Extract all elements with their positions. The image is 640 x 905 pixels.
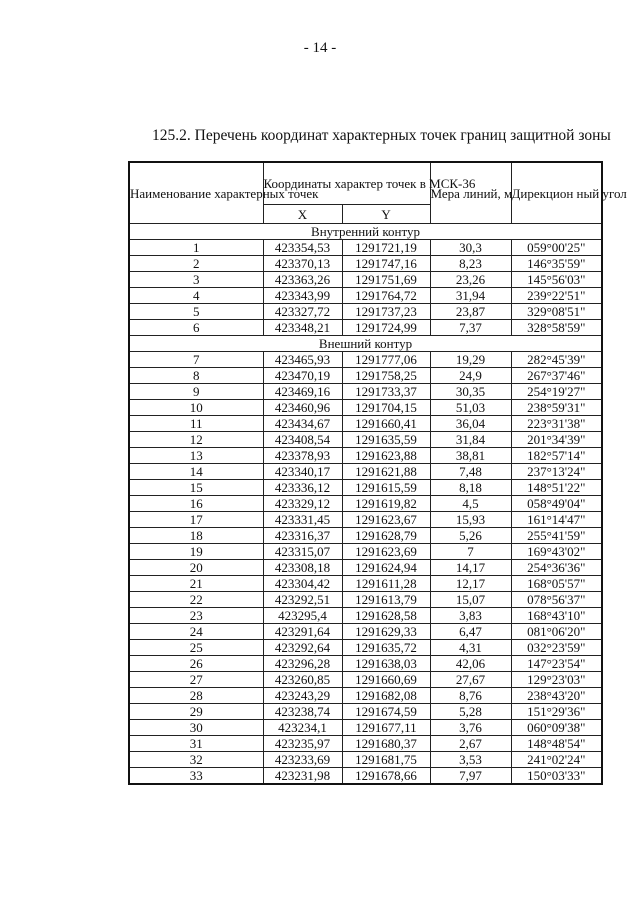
direction-angle-cell: 148°51'22" bbox=[511, 480, 602, 496]
section-title-cell: Внешний контур bbox=[129, 336, 602, 352]
table-row bbox=[129, 384, 602, 400]
line-length-cell: 23,26 bbox=[430, 272, 511, 288]
table-row bbox=[129, 256, 602, 272]
direction-angle-cell: 182°57'14" bbox=[511, 448, 602, 464]
y-coordinate-cell: 1291660,69 bbox=[342, 672, 430, 688]
x-coordinate-cell: 423408,54 bbox=[263, 432, 342, 448]
y-coordinate-cell: 1291747,16 bbox=[342, 256, 430, 272]
x-coordinate-cell: 423308,18 bbox=[263, 560, 342, 576]
header-line-length: Мера линий, м bbox=[430, 162, 511, 224]
line-length-cell: 8,23 bbox=[430, 256, 511, 272]
section-title-cell: Внутренний контур bbox=[129, 224, 602, 240]
point-id-cell: 25 bbox=[129, 640, 263, 656]
line-length-cell: 3,53 bbox=[430, 752, 511, 768]
line-length-cell: 7,97 bbox=[430, 768, 511, 785]
direction-angle-cell: 241°02'24" bbox=[511, 752, 602, 768]
x-coordinate-cell: 423243,29 bbox=[263, 688, 342, 704]
table-row bbox=[129, 432, 602, 448]
x-coordinate-cell: 423234,1 bbox=[263, 720, 342, 736]
x-coordinate-cell: 423460,96 bbox=[263, 400, 342, 416]
y-coordinate-cell: 1291681,75 bbox=[342, 752, 430, 768]
line-length-cell: 5,28 bbox=[430, 704, 511, 720]
y-coordinate-cell: 1291704,15 bbox=[342, 400, 430, 416]
line-length-cell: 31,94 bbox=[430, 288, 511, 304]
direction-angle-cell: 328°58'59" bbox=[511, 320, 602, 336]
line-length-cell: 7 bbox=[430, 544, 511, 560]
point-id-cell: 14 bbox=[129, 464, 263, 480]
point-id-cell: 22 bbox=[129, 592, 263, 608]
x-coordinate-cell: 423343,99 bbox=[263, 288, 342, 304]
point-id-cell: 30 bbox=[129, 720, 263, 736]
x-coordinate-cell: 423331,45 bbox=[263, 512, 342, 528]
point-id-cell: 13 bbox=[129, 448, 263, 464]
direction-angle-cell: 168°43'10" bbox=[511, 608, 602, 624]
y-coordinate-cell: 1291613,79 bbox=[342, 592, 430, 608]
y-coordinate-cell: 1291724,99 bbox=[342, 320, 430, 336]
x-coordinate-cell: 423329,12 bbox=[263, 496, 342, 512]
point-id-cell: 20 bbox=[129, 560, 263, 576]
direction-angle-cell: 267°37'46" bbox=[511, 368, 602, 384]
table-row bbox=[129, 592, 602, 608]
header-y: Y bbox=[342, 205, 430, 224]
direction-angle-cell: 237°13'24" bbox=[511, 464, 602, 480]
direction-angle-cell: 078°56'37" bbox=[511, 592, 602, 608]
direction-angle-cell: 147°23'54" bbox=[511, 656, 602, 672]
x-coordinate-cell: 423470,19 bbox=[263, 368, 342, 384]
y-coordinate-cell: 1291677,11 bbox=[342, 720, 430, 736]
table-row bbox=[129, 416, 602, 432]
table-row bbox=[129, 608, 602, 624]
line-length-cell: 5,26 bbox=[430, 528, 511, 544]
x-coordinate-cell: 423315,07 bbox=[263, 544, 342, 560]
direction-angle-cell: 129°23'03" bbox=[511, 672, 602, 688]
table-row bbox=[129, 640, 602, 656]
line-length-cell: 23,87 bbox=[430, 304, 511, 320]
x-coordinate-cell: 423336,12 bbox=[263, 480, 342, 496]
line-length-cell: 7,48 bbox=[430, 464, 511, 480]
x-coordinate-cell: 423235,97 bbox=[263, 736, 342, 752]
y-coordinate-cell: 1291674,59 bbox=[342, 704, 430, 720]
y-coordinate-cell: 1291619,82 bbox=[342, 496, 430, 512]
point-id-cell: 4 bbox=[129, 288, 263, 304]
y-coordinate-cell: 1291623,88 bbox=[342, 448, 430, 464]
direction-angle-cell: 060°09'38" bbox=[511, 720, 602, 736]
y-coordinate-cell: 1291764,72 bbox=[342, 288, 430, 304]
point-id-cell: 31 bbox=[129, 736, 263, 752]
table-row bbox=[129, 496, 602, 512]
x-coordinate-cell: 423291,64 bbox=[263, 624, 342, 640]
x-coordinate-cell: 423295,4 bbox=[263, 608, 342, 624]
line-length-cell: 12,17 bbox=[430, 576, 511, 592]
table-row bbox=[129, 576, 602, 592]
table-row bbox=[129, 448, 602, 464]
line-length-cell: 51,03 bbox=[430, 400, 511, 416]
point-id-cell: 16 bbox=[129, 496, 263, 512]
y-coordinate-cell: 1291611,28 bbox=[342, 576, 430, 592]
table-row bbox=[129, 736, 602, 752]
direction-angle-cell: 081°06'20" bbox=[511, 624, 602, 640]
y-coordinate-cell: 1291628,79 bbox=[342, 528, 430, 544]
direction-angle-cell: 201°34'39" bbox=[511, 432, 602, 448]
y-coordinate-cell: 1291623,67 bbox=[342, 512, 430, 528]
direction-angle-cell: 255°41'59" bbox=[511, 528, 602, 544]
direction-angle-cell: 146°35'59" bbox=[511, 256, 602, 272]
section-header-row bbox=[129, 336, 602, 352]
x-coordinate-cell: 423340,17 bbox=[263, 464, 342, 480]
table-row bbox=[129, 752, 602, 768]
page-number: - 14 - bbox=[303, 40, 337, 56]
point-id-cell: 24 bbox=[129, 624, 263, 640]
line-length-cell: 15,07 bbox=[430, 592, 511, 608]
direction-angle-cell: 151°29'36" bbox=[511, 704, 602, 720]
direction-angle-cell: 145°56'03" bbox=[511, 272, 602, 288]
table-row bbox=[129, 720, 602, 736]
line-length-cell: 31,84 bbox=[430, 432, 511, 448]
direction-angle-cell: 168°05'57" bbox=[511, 576, 602, 592]
section-header-row bbox=[129, 224, 602, 240]
table-row bbox=[129, 304, 602, 320]
direction-angle-cell: 239°22'51" bbox=[511, 288, 602, 304]
direction-angle-cell: 150°03'33" bbox=[511, 768, 602, 785]
direction-angle-cell: 161°14'47" bbox=[511, 512, 602, 528]
x-coordinate-cell: 423469,16 bbox=[263, 384, 342, 400]
table-row bbox=[129, 288, 602, 304]
x-coordinate-cell: 423434,67 bbox=[263, 416, 342, 432]
x-coordinate-cell: 423363,26 bbox=[263, 272, 342, 288]
table-row bbox=[129, 560, 602, 576]
section-title: 125.2. Перечень координат характерных точек границ защитной зоны bbox=[152, 127, 611, 144]
direction-angle-cell: 223°31'38" bbox=[511, 416, 602, 432]
point-id-cell: 12 bbox=[129, 432, 263, 448]
y-coordinate-cell: 1291638,03 bbox=[342, 656, 430, 672]
x-coordinate-cell: 423231,98 bbox=[263, 768, 342, 785]
table-body bbox=[129, 224, 602, 785]
y-coordinate-cell: 1291635,59 bbox=[342, 432, 430, 448]
direction-angle-cell: 238°43'20" bbox=[511, 688, 602, 704]
table-row bbox=[129, 272, 602, 288]
point-id-cell: 26 bbox=[129, 656, 263, 672]
line-length-cell: 30,3 bbox=[430, 240, 511, 256]
point-id-cell: 27 bbox=[129, 672, 263, 688]
header-x: X bbox=[263, 205, 342, 224]
point-id-cell: 19 bbox=[129, 544, 263, 560]
y-coordinate-cell: 1291629,33 bbox=[342, 624, 430, 640]
x-coordinate-cell: 423354,53 bbox=[263, 240, 342, 256]
header-direction-angle: Дирекцион ный угол bbox=[511, 162, 602, 224]
table-row bbox=[129, 368, 602, 384]
table-row bbox=[129, 624, 602, 640]
y-coordinate-cell: 1291680,37 bbox=[342, 736, 430, 752]
point-id-cell: 21 bbox=[129, 576, 263, 592]
point-id-cell: 9 bbox=[129, 384, 263, 400]
line-length-cell: 4,5 bbox=[430, 496, 511, 512]
x-coordinate-cell: 423378,93 bbox=[263, 448, 342, 464]
line-length-cell: 8,76 bbox=[430, 688, 511, 704]
point-id-cell: 3 bbox=[129, 272, 263, 288]
direction-angle-cell: 282°45'39" bbox=[511, 352, 602, 368]
direction-angle-cell: 148°48'54" bbox=[511, 736, 602, 752]
point-id-cell: 17 bbox=[129, 512, 263, 528]
point-id-cell: 29 bbox=[129, 704, 263, 720]
table-row bbox=[129, 240, 602, 256]
direction-angle-cell: 169°43'02" bbox=[511, 544, 602, 560]
table-row bbox=[129, 672, 602, 688]
y-coordinate-cell: 1291682,08 bbox=[342, 688, 430, 704]
table-row bbox=[129, 704, 602, 720]
line-length-cell: 15,93 bbox=[430, 512, 511, 528]
line-length-cell: 19,29 bbox=[430, 352, 511, 368]
y-coordinate-cell: 1291624,94 bbox=[342, 560, 430, 576]
line-length-cell: 30,35 bbox=[430, 384, 511, 400]
y-coordinate-cell: 1291737,23 bbox=[342, 304, 430, 320]
line-length-cell: 24,9 bbox=[430, 368, 511, 384]
table-row bbox=[129, 352, 602, 368]
y-coordinate-cell: 1291615,59 bbox=[342, 480, 430, 496]
table-row bbox=[129, 512, 602, 528]
table-row bbox=[129, 656, 602, 672]
direction-angle-cell: 254°36'36" bbox=[511, 560, 602, 576]
line-length-cell: 2,67 bbox=[430, 736, 511, 752]
direction-angle-cell: 058°49'04" bbox=[511, 496, 602, 512]
table-row bbox=[129, 688, 602, 704]
x-coordinate-cell: 423327,72 bbox=[263, 304, 342, 320]
point-id-cell: 1 bbox=[129, 240, 263, 256]
line-length-cell: 7,37 bbox=[430, 320, 511, 336]
line-length-cell: 3,76 bbox=[430, 720, 511, 736]
y-coordinate-cell: 1291635,72 bbox=[342, 640, 430, 656]
table-row bbox=[129, 464, 602, 480]
x-coordinate-cell: 423296,28 bbox=[263, 656, 342, 672]
y-coordinate-cell: 1291660,41 bbox=[342, 416, 430, 432]
point-id-cell: 18 bbox=[129, 528, 263, 544]
line-length-cell: 38,81 bbox=[430, 448, 511, 464]
point-id-cell: 8 bbox=[129, 368, 263, 384]
line-length-cell: 4,31 bbox=[430, 640, 511, 656]
x-coordinate-cell: 423238,74 bbox=[263, 704, 342, 720]
x-coordinate-cell: 423304,42 bbox=[263, 576, 342, 592]
y-coordinate-cell: 1291733,37 bbox=[342, 384, 430, 400]
y-coordinate-cell: 1291628,58 bbox=[342, 608, 430, 624]
y-coordinate-cell: 1291678,66 bbox=[342, 768, 430, 785]
y-coordinate-cell: 1291777,06 bbox=[342, 352, 430, 368]
table-row bbox=[129, 544, 602, 560]
line-length-cell: 8,18 bbox=[430, 480, 511, 496]
point-id-cell: 15 bbox=[129, 480, 263, 496]
y-coordinate-cell: 1291623,69 bbox=[342, 544, 430, 560]
y-coordinate-cell: 1291758,25 bbox=[342, 368, 430, 384]
x-coordinate-cell: 423260,85 bbox=[263, 672, 342, 688]
point-id-cell: 7 bbox=[129, 352, 263, 368]
point-id-cell: 11 bbox=[129, 416, 263, 432]
direction-angle-cell: 254°19'27" bbox=[511, 384, 602, 400]
line-length-cell: 42,06 bbox=[430, 656, 511, 672]
table-row bbox=[129, 400, 602, 416]
point-id-cell: 33 bbox=[129, 768, 263, 785]
point-id-cell: 6 bbox=[129, 320, 263, 336]
point-id-cell: 28 bbox=[129, 688, 263, 704]
x-coordinate-cell: 423233,69 bbox=[263, 752, 342, 768]
point-id-cell: 10 bbox=[129, 400, 263, 416]
point-id-cell: 2 bbox=[129, 256, 263, 272]
line-length-cell: 36,04 bbox=[430, 416, 511, 432]
direction-angle-cell: 032°23'59" bbox=[511, 640, 602, 656]
point-id-cell: 32 bbox=[129, 752, 263, 768]
x-coordinate-cell: 423348,21 bbox=[263, 320, 342, 336]
table-row bbox=[129, 528, 602, 544]
y-coordinate-cell: 1291621,88 bbox=[342, 464, 430, 480]
coordinates-table bbox=[128, 161, 627, 785]
point-id-cell: 23 bbox=[129, 608, 263, 624]
direction-angle-cell: 238°59'31" bbox=[511, 400, 602, 416]
line-length-cell: 6,47 bbox=[430, 624, 511, 640]
line-length-cell: 27,67 bbox=[430, 672, 511, 688]
y-coordinate-cell: 1291721,19 bbox=[342, 240, 430, 256]
x-coordinate-cell: 423370,13 bbox=[263, 256, 342, 272]
x-coordinate-cell: 423465,93 bbox=[263, 352, 342, 368]
header-point-name: Наименование характерных точек bbox=[129, 162, 263, 224]
direction-angle-cell: 059°00'25" bbox=[511, 240, 602, 256]
line-length-cell: 14,17 bbox=[430, 560, 511, 576]
table-row bbox=[129, 320, 602, 336]
x-coordinate-cell: 423292,51 bbox=[263, 592, 342, 608]
x-coordinate-cell: 423316,37 bbox=[263, 528, 342, 544]
header-coordinates: Координаты характер точек в МСК-36 bbox=[263, 162, 430, 205]
direction-angle-cell: 329°08'51" bbox=[511, 304, 602, 320]
table-row bbox=[129, 480, 602, 496]
line-length-cell: 3,83 bbox=[430, 608, 511, 624]
x-coordinate-cell: 423292,64 bbox=[263, 640, 342, 656]
table-row bbox=[129, 768, 602, 785]
point-id-cell: 5 bbox=[129, 304, 263, 320]
y-coordinate-cell: 1291751,69 bbox=[342, 272, 430, 288]
